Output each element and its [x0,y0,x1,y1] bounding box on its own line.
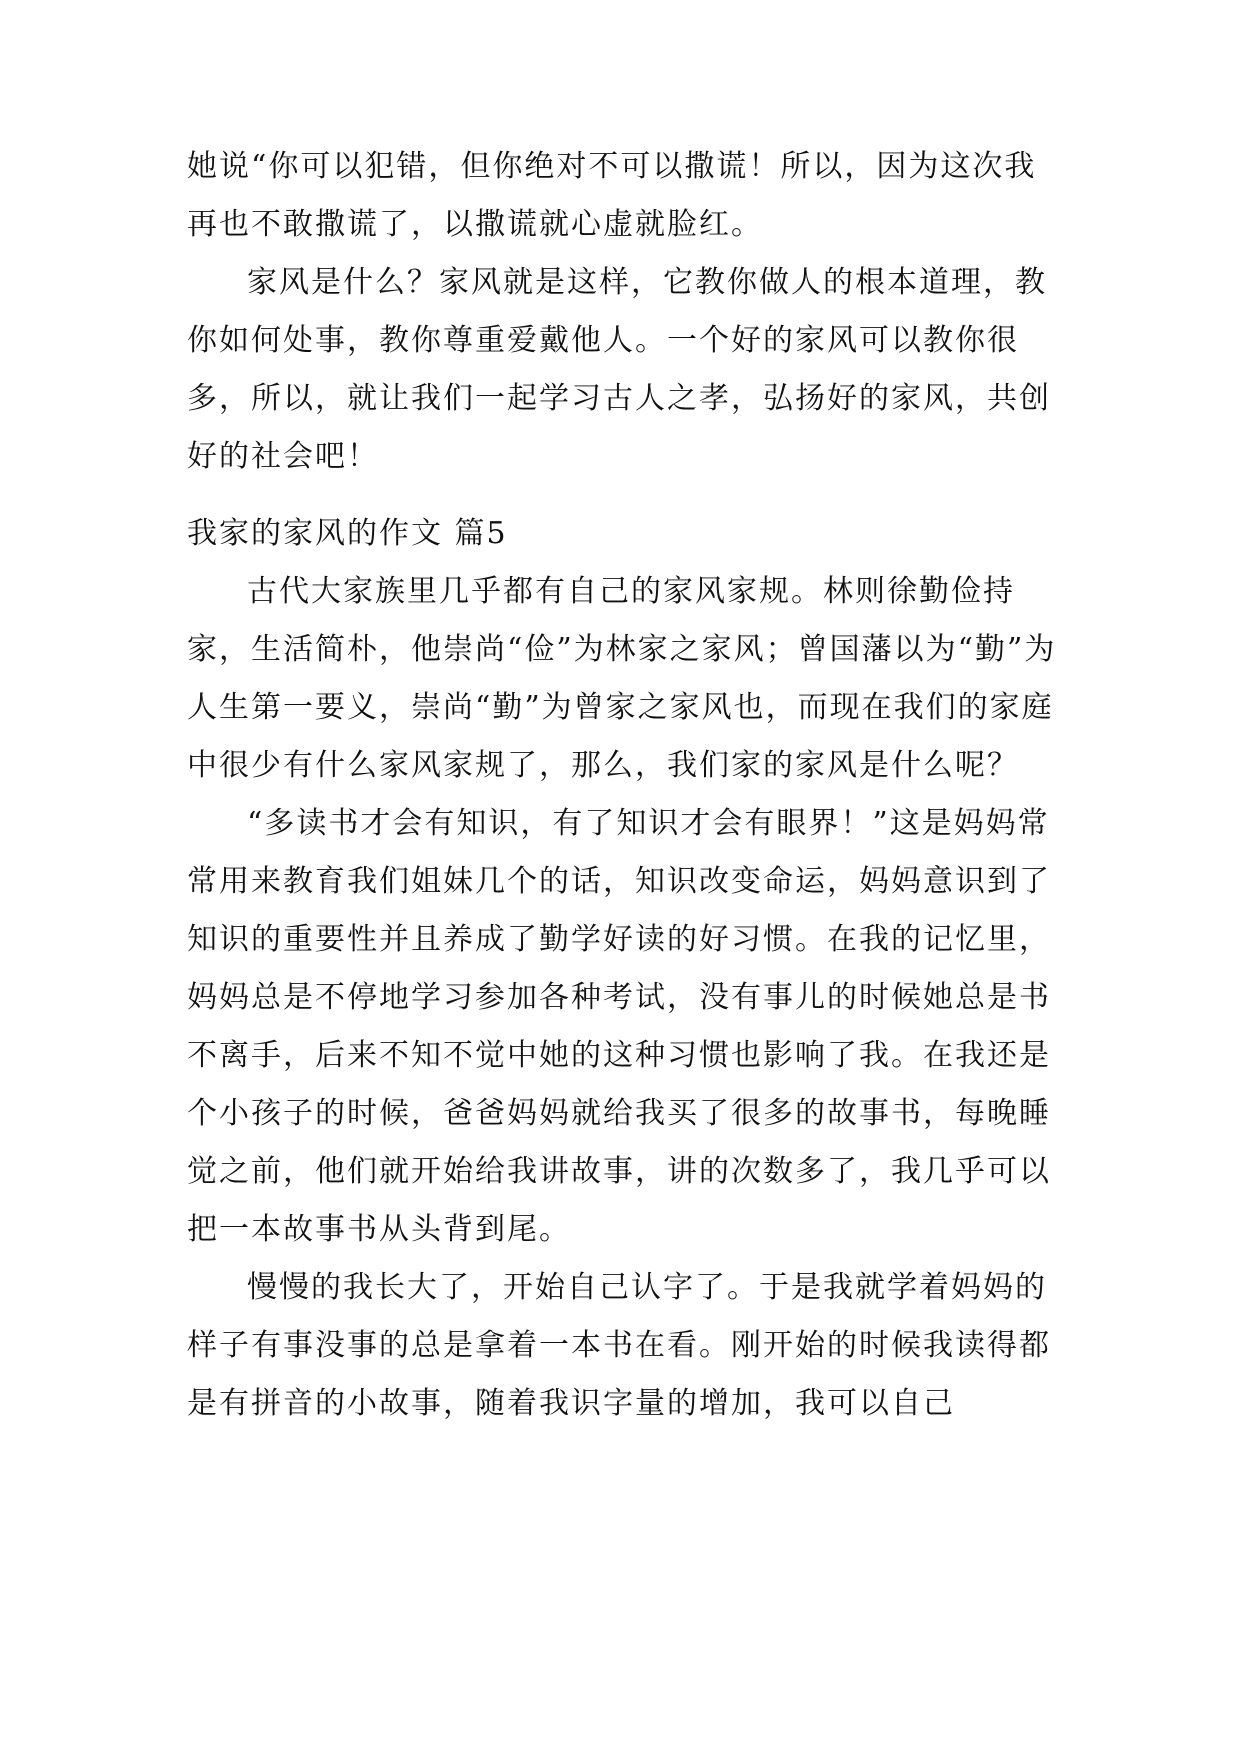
paragraph-ancient-family-rules: 古代大家族里几乎都有自己的家风家规。林则徐勤俭持家，生活简朴，他崇尚“俭”为林家之家风；曾国藩以为“勤”为人生第一要义，崇尚“勤”为曾家之家风也，而现在我们的家庭中很少有什么家风家规了，那么，我们家的家风是什么呢？ [187,574,1057,783]
section-2 [187,505,1067,1433]
paragraph-family-style-definition: 家风是什么？家风就是这样，它教你做人的根本道理，教你如何处事，教你尊重爱戴他人。一个好的家风可以教你很多，所以，就让我们一起学习古人之孝，弘扬好的家风，共创好的社会吧！ [187,265,1051,474]
paragraph-reading-habit: “多读书才会有知识，有了知识才会有眼界！”这是妈妈常常用来教育我们姐妹几个的话，知识改变命运，妈妈意识到了知识的重要性并且养成了勤学好读的好习惯。在我的记忆里，妈妈总是不停地学习参加各种考试，没有事儿的时候她总是书不离手，后来不知不觉中她的这种习惯也影响了我。在我还是个小孩子的时候，爸爸妈妈就给我买了很多的故事书，每晚睡觉之前，他们就开始给我讲故事，讲的次数多了，我几乎可以把一本故事书从头背到尾。 [187,806,1051,1247]
paragraph-continuation: 她说“你可以犯错，但你绝对不可以撒谎！所以，因为这次我再也不敢撒谎了，以撒谎就心虚就脸红。 [187,149,1037,242]
section-1 [187,138,1067,486]
paragraph-growing-up: 慢慢的我长大了，开始自己认字了。于是我就学着妈妈的样子有事没事的总是拿着一本书在看。刚开始的时候我读得都是有拼音的小故事，随着我识字量的增加，我可以自己 [187,1270,1051,1421]
essay-heading: 我家的家风的作文 篇5 [187,516,508,551]
